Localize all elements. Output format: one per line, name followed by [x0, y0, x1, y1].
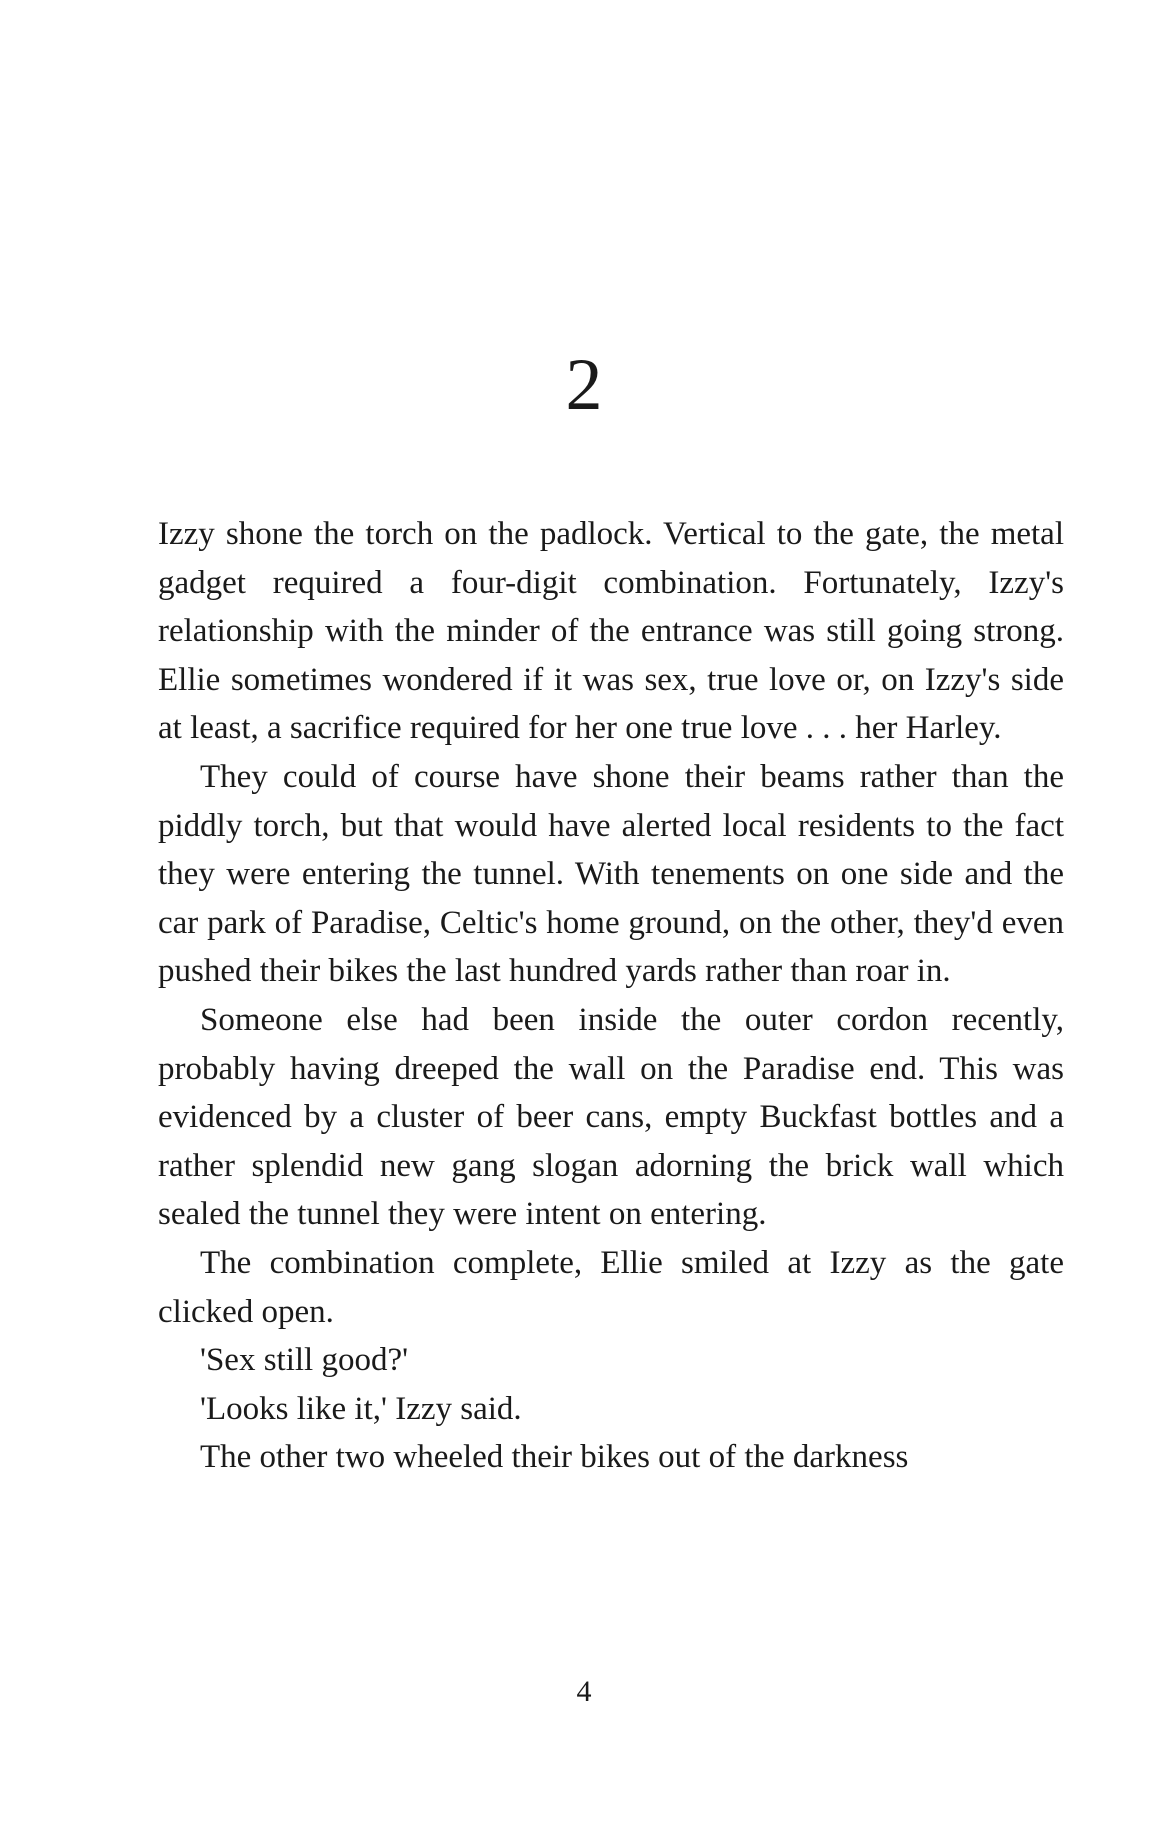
paragraph: Someone else had been inside the outer cordon recently, probably having dreeped the wall on the Paradise end. This was evidenced by a cluster of beer cans, empty Buckfast bottles and a rather splendid new gang slogan adorning the brick wall which sealed the tunnel they were intent on entering. — [158, 1001, 1064, 1233]
chapter-number: 2 — [565, 344, 603, 426]
chapter-body — [158, 510, 1064, 1482]
paragraph: The other two wheeled their bikes out of the darkness — [200, 1439, 909, 1476]
paragraph: Izzy shone the torch on the padlock. Vertical to the gate, the metal gadget required a four-digit combination. Fortunately, Izzy's relationship with the minder of the entrance was still going strong. Ellie sometimes wondered if it was sex, true love or, on Izzy's side at least, a sacrifice required for her one true love . . . her Harley. — [158, 516, 1064, 747]
paragraph: They could of course have shone their beams rather than the piddly torch, but that would have alerted local residents to the fact they were entering the tunnel. With tenements on one side and the car park of Paradise, Celtic's home ground, on the other, they'd even pushed their bikes the last hundred yards rather than roar in. — [158, 758, 1064, 990]
dialogue-line: 'Sex still good?' — [200, 1342, 409, 1379]
dialogue-line: 'Looks like it,' Izzy said. — [200, 1390, 522, 1427]
page-number: 4 — [576, 1675, 592, 1708]
paragraph: The combination complete, Ellie smiled at Izzy as the gate clicked open. — [158, 1244, 1064, 1330]
